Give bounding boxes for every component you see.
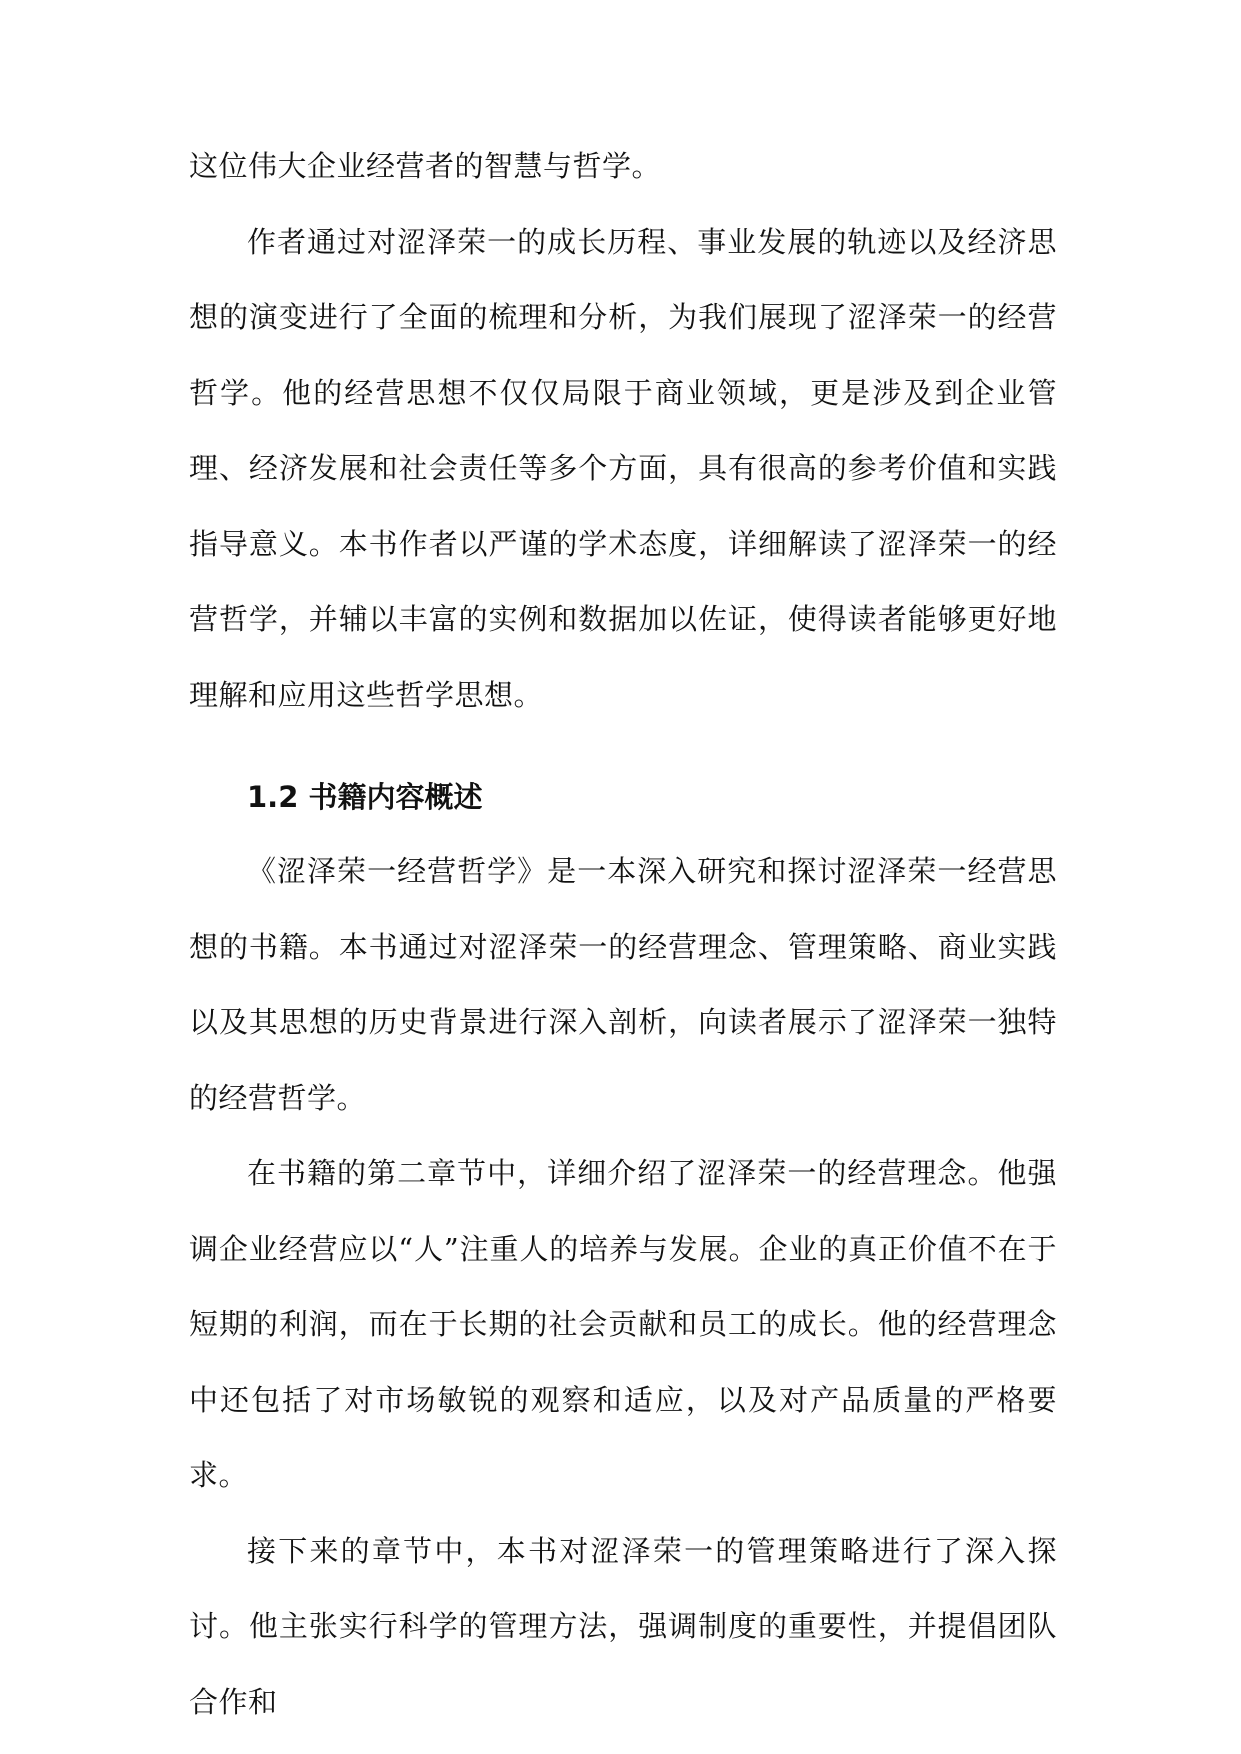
section-heading: 1.2 书籍内容概述 [247,780,483,814]
section-paragraph-3: 接下来的章节中，本书对涩泽荣一的管理策略进行了深入探讨。他主张实行科学的管理方法，强调制度的重要性，并提倡团队合作和 [189,1533,1057,1719]
section-paragraph-1: 《涩泽荣一经营哲学》是一本深入研究和探讨涩泽荣一经营思想的书籍。本书通过对涩泽荣一的经营理念、管理策略、商业实践以及其思想的历史背景进行深入剖析，向读者展示了涩泽荣一独特的经营哲学。 [189,854,1057,1115]
section-paragraph-2: 在书籍的第二章节中，详细介绍了涩泽荣一的经营理念。他强调企业经营应以“人”注重人的培养与发展。企业的真正价值不在于短期的利润，而在于长期的社会贡献和员工的成长。他的经营理念中还包括了对市场敏锐的观察和适应，以及对产品质量的严格要求。 [189,1156,1057,1492]
section-text-block [189,834,1057,1740]
intro-text-block [189,129,1057,733]
intro-paragraph: 作者通过对涩泽荣一的成长历程、事业发展的轨迹以及经济思想的演变进行了全面的梳理和分析，为我们展现了涩泽荣一的经营哲学。他的经营思想不仅仅局限于商业领域，更是涉及到企业管理、经济发展和社会责任等多个方面，具有很高的参考价值和实践指导意义。本书作者以严谨的学术态度，详细解读了涩泽荣一的经营哲学，并辅以丰富的实例和数据加以佐证，使得读者能够更好地理解和应用这些哲学思想。 [189,224,1057,712]
continuation-paragraph: 这位伟大企业经营者的智慧与哲学。 [189,149,662,183]
